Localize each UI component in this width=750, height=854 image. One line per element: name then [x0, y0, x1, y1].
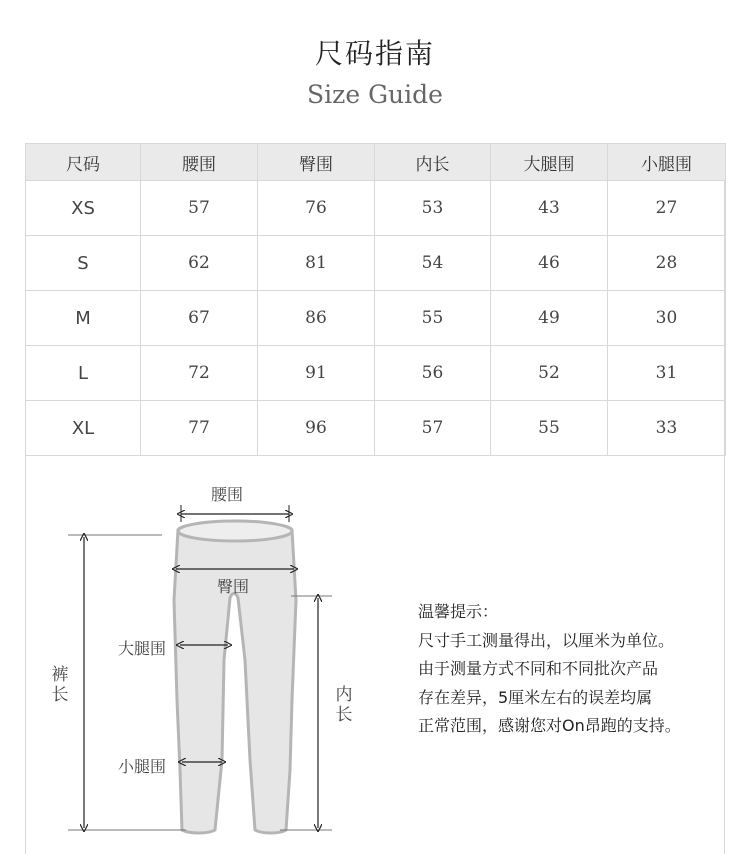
table-cell: 67 — [141, 291, 258, 346]
table-cell: 91 — [258, 346, 375, 401]
table-cell: 30 — [608, 291, 726, 346]
col-header-calf: 小腿围 — [608, 144, 726, 181]
table-cell: 62 — [141, 236, 258, 291]
page-subtitle: Size Guide — [307, 80, 443, 109]
inseam-label: 内长 — [335, 685, 353, 725]
thigh-label: 大腿围 — [118, 639, 167, 658]
table-cell: 46 — [491, 236, 608, 291]
table-cell: 49 — [491, 291, 608, 346]
col-header-hip: 臀围 — [258, 144, 375, 181]
table-cell: M — [26, 291, 141, 346]
table-cell: XS — [26, 181, 141, 236]
table-cell: 55 — [491, 401, 608, 456]
waist-label: 腰围 — [211, 485, 244, 504]
table-cell: 77 — [141, 401, 258, 456]
col-header-inseam: 内长 — [375, 144, 491, 181]
hip-label: 臀围 — [217, 577, 250, 596]
table-cell: 53 — [375, 181, 491, 236]
tips-line: 尺寸手工测量得出，以厘米为单位。 — [418, 630, 675, 650]
table-cell: 86 — [258, 291, 375, 346]
page-title: 尺码指南 — [314, 37, 435, 70]
table-cell: 57 — [375, 401, 491, 456]
tips-line: 由于测量方式不同和不同批次产品 — [418, 659, 659, 678]
table-cell: 28 — [608, 236, 726, 291]
table-cell: 33 — [608, 401, 726, 456]
table-cell: 27 — [608, 181, 726, 236]
calf-label: 小腿围 — [118, 757, 167, 776]
table-cell: 76 — [258, 181, 375, 236]
table-cell: 96 — [258, 401, 375, 456]
table-cell: 52 — [491, 346, 608, 401]
table-cell: 57 — [141, 181, 258, 236]
table-cell: 72 — [141, 346, 258, 401]
table-cell: 31 — [608, 346, 726, 401]
tips-line: 存在差异，5厘米左右的误差均属 — [418, 687, 653, 707]
table-cell: 56 — [375, 346, 491, 401]
table-cell: 54 — [375, 236, 491, 291]
col-header-waist: 腰围 — [141, 144, 258, 181]
pants-length-label: 裤长 — [51, 665, 69, 705]
col-header-thigh: 大腿围 — [491, 144, 608, 181]
table-cell: 43 — [491, 181, 608, 236]
table-cell: 81 — [258, 236, 375, 291]
waistband — [178, 521, 292, 541]
table-cell: S — [26, 236, 141, 291]
table-cell: XL — [26, 401, 141, 456]
tips-block — [418, 598, 681, 741]
table-cell: L — [26, 346, 141, 401]
tips-heading: 温馨提示： — [418, 602, 499, 621]
tips-line: 正常范围，感谢您对On昂跑的支持。 — [418, 716, 681, 735]
col-header-size: 尺码 — [26, 144, 141, 181]
table-cell: 55 — [375, 291, 491, 346]
